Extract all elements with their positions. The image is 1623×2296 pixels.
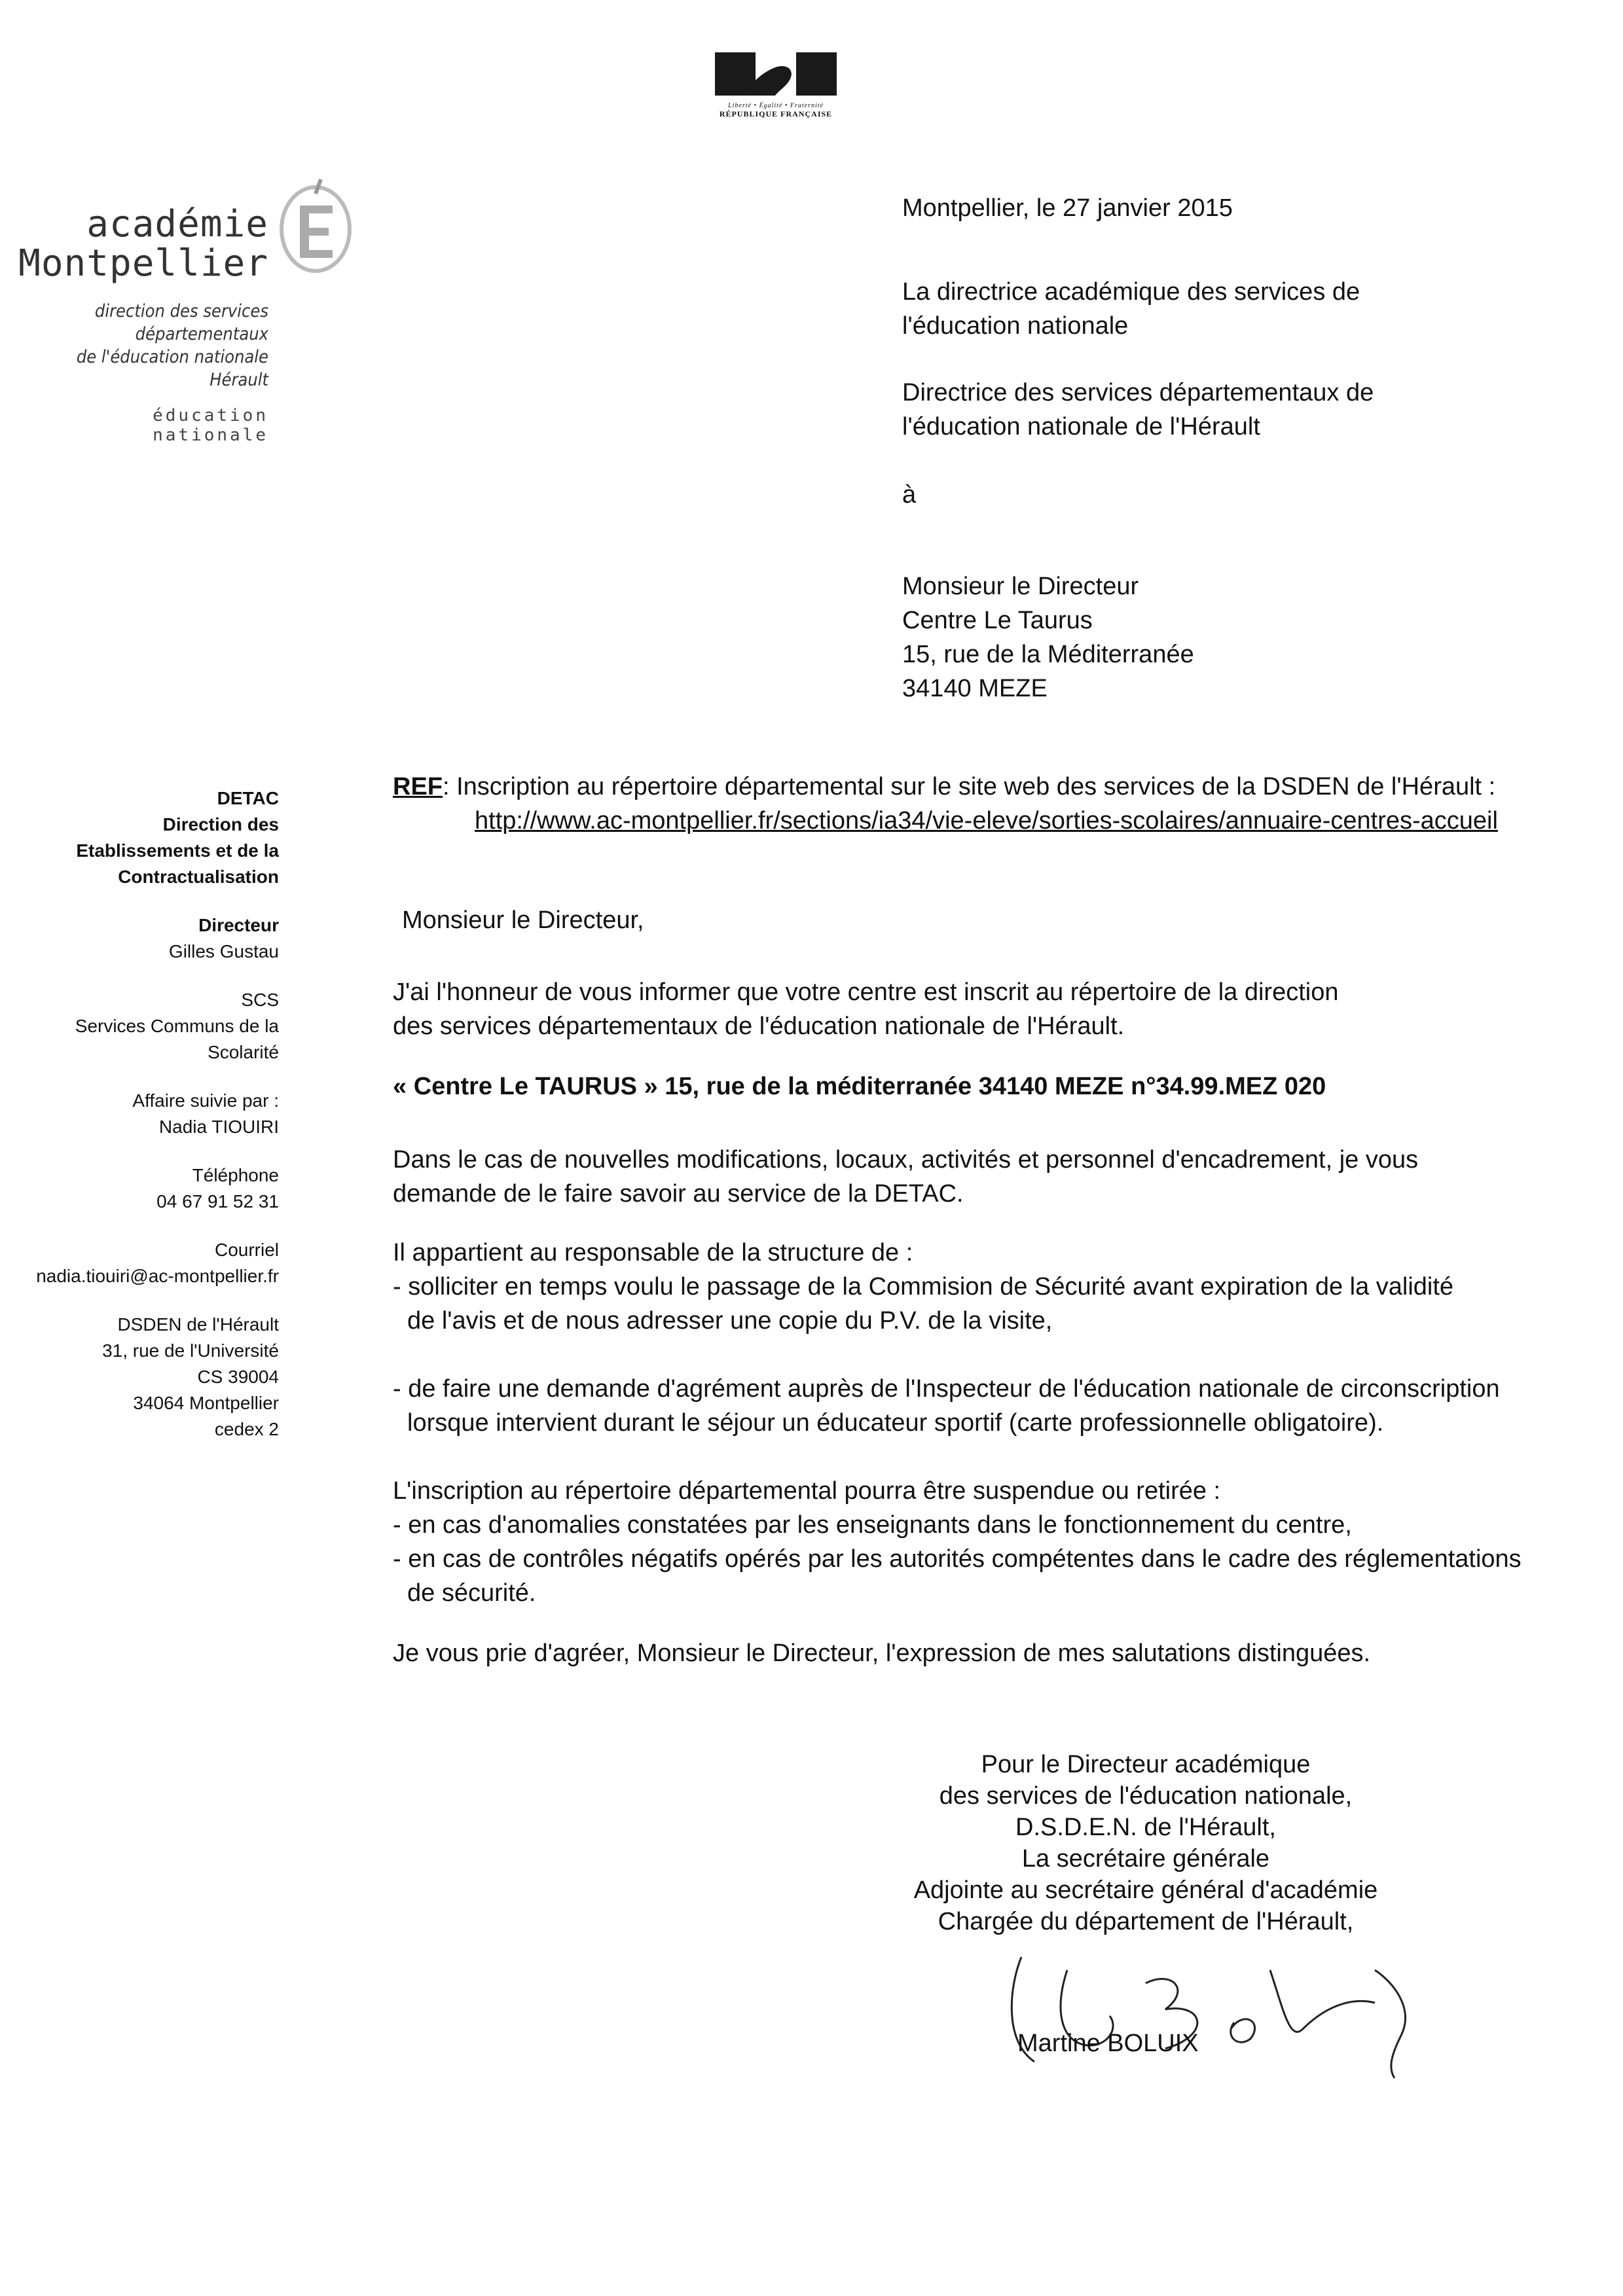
academie-sub-line: Hérault	[210, 370, 268, 390]
directeur-name: Gilles Gustau	[168, 941, 279, 961]
directeur-label: Directeur	[198, 915, 279, 935]
academie-montpellier-logo	[18, 151, 347, 452]
academie-e-emblem-icon	[275, 177, 354, 275]
list-item: - en cas d'anomalies constatées par les enseignants dans le fonctionnement du centre,	[393, 1511, 1352, 1539]
signature-line: La secrétaire générale	[1021, 1845, 1270, 1873]
list-item-continuation: lorsque intervient durant le séjour un éducateur sportif (carte professionnelle obligatoire).	[407, 1409, 1384, 1437]
recipient-line: Monsieur le Directeur	[902, 573, 1139, 600]
paragraph-4	[393, 1474, 1532, 1610]
marianne-logo-mark	[715, 52, 837, 96]
closing-formula: Je vous prie d'agréer, Monsieur le Directeur, l'expression de mes salutations distinguées.	[393, 1640, 1371, 1667]
paragraph-line: J'ai l'honneur de vous informer que votre centre est inscrit au répertoire de la direction	[393, 978, 1339, 1006]
sender-block-2	[902, 376, 1374, 444]
centre-highlight: « Centre Le TAURUS » 15, rue de la méditerranée 34140 MEZE n°34.99.MEZ 020	[393, 1073, 1326, 1100]
letter-date: Montpellier, le 27 janvier 2015	[902, 194, 1233, 222]
list-item: - en cas de contrôles négatifs opérés par les autorités compétentes dans le cadre des réglementations	[393, 1545, 1522, 1573]
signature-line: Chargée du département de l'Hérault,	[938, 1908, 1354, 1935]
signature-line: des services de l'éducation nationale,	[939, 1782, 1353, 1810]
ref-text: : Inscription au répertoire départemental sur le site web des services de la DSDEN de l'Hérault :	[443, 773, 1496, 800]
affaire-block	[26, 1088, 279, 1140]
recipient-line: 34140 MEZE	[902, 675, 1048, 702]
montpellier-word: Montpellier	[18, 242, 268, 285]
reference-block	[393, 770, 1532, 838]
sender-block-1	[902, 275, 1360, 343]
edu-line: éducation	[153, 406, 268, 425]
paragraph-1	[393, 975, 1532, 1043]
republic-name: RÉPUBLIQUE FRANÇAISE	[719, 109, 833, 118]
list-item: - solliciter en temps voulu le passage de la Commision de Sécurité avant expiration de la validité	[393, 1273, 1454, 1300]
academie-sub-line: départementaux	[135, 324, 268, 344]
service-name-line: Etablissements et de la	[76, 840, 279, 861]
address-line: 34064 Montpellier	[133, 1393, 279, 1413]
paragraph-line: des services départementaux de l'éducation nationale de l'Hérault.	[393, 1013, 1125, 1040]
republic-motto: Liberté • Égalité • Fraternité	[728, 102, 824, 109]
affaire-name: Nadia TIOUIRI	[158, 1117, 279, 1137]
address-line: DSDEN de l'Hérault	[117, 1314, 279, 1335]
paragraph-3	[393, 1236, 1532, 1440]
address-line: cedex 2	[214, 1419, 279, 1439]
recipient-address	[902, 569, 1194, 706]
telephone-block	[26, 1162, 279, 1215]
courriel-label: Courriel	[214, 1240, 279, 1260]
telephone-label: Téléphone	[192, 1165, 279, 1185]
courriel-block	[26, 1237, 279, 1289]
sender-line: La directrice académique des services de	[902, 278, 1360, 306]
scs-block	[26, 987, 279, 1066]
academie-subtitle	[77, 300, 268, 391]
academie-sub-line: de l'éducation nationale	[76, 347, 268, 367]
list-item-continuation: de sécurité.	[407, 1579, 536, 1607]
paragraph-line: demande de le faire savoir au service de la DETAC.	[393, 1180, 964, 1208]
ref-label: REF	[393, 773, 443, 800]
signature-line: Adjointe au secrétaire général d'académie	[913, 1876, 1378, 1904]
sender-line: l'éducation nationale de l'Hérault	[902, 413, 1260, 440]
recipient-line: Centre Le Taurus	[902, 607, 1093, 634]
address-line: CS 39004	[197, 1367, 279, 1387]
service-name-line: Contractualisation	[118, 867, 279, 887]
sender-sidebar	[26, 785, 279, 1465]
address-line: 31, rue de l'Université	[102, 1340, 279, 1361]
paragraph-line: Dans le cas de nouvelles modifications, locaux, activités et personnel d'encadrement, je vous	[393, 1146, 1419, 1174]
to-word: à	[902, 481, 917, 509]
salutation: Monsieur le Directeur,	[402, 906, 644, 934]
ref-url-link[interactable]: http://www.ac-montpellier.fr/sections/ia34/vie-eleve/sorties-scolaires/annuaire-centres-accueil	[475, 807, 1498, 834]
republique-francaise-logo	[715, 52, 837, 119]
affaire-label: Affaire suivie par :	[132, 1090, 279, 1111]
signature-line: Pour le Directeur académique	[981, 1751, 1311, 1778]
scs-name-line: Services Communs de la	[75, 1016, 279, 1036]
paragraph-line: L'inscription au répertoire départemental pourra être suspendue ou retirée :	[393, 1477, 1221, 1505]
sender-line: Directrice des services départementaux de	[902, 379, 1374, 406]
signature-block	[864, 1749, 1427, 1937]
telephone-number: 04 67 91 52 31	[156, 1191, 279, 1211]
paragraph-2	[393, 1143, 1532, 1211]
service-name-line: Direction des	[162, 814, 279, 834]
education-nationale-label	[153, 406, 268, 445]
signature-line: D.S.D.E.N. de l'Hérault,	[1015, 1814, 1276, 1841]
directeur-block	[26, 912, 279, 965]
scs-acronym: SCS	[241, 990, 279, 1010]
list-item: - de faire une demande d'agrément auprès de l'Inspecteur de l'éducation nationale de circonscription	[393, 1375, 1500, 1403]
recipient-line: 15, rue de la Méditerranée	[902, 641, 1194, 668]
service-acronym: DETAC	[217, 788, 279, 808]
paragraph-line: Il appartient au responsable de la structure de :	[393, 1239, 913, 1266]
courriel-address: nadia.tiouiri@ac-montpellier.fr	[36, 1266, 279, 1286]
academie-word: académie	[86, 203, 268, 245]
list-item-continuation: de l'avis et de nous adresser une copie du P.V. de la visite,	[407, 1307, 1053, 1335]
signatory-name: Martine BOLUIX	[1017, 2030, 1199, 2057]
sender-line: l'éducation nationale	[902, 312, 1129, 340]
academie-sub-line: direction des services	[94, 301, 268, 321]
edu-line: nationale	[153, 425, 268, 445]
service-block	[26, 785, 279, 890]
postal-address-block	[26, 1312, 279, 1443]
scs-name-line: Scolarité	[208, 1042, 279, 1062]
